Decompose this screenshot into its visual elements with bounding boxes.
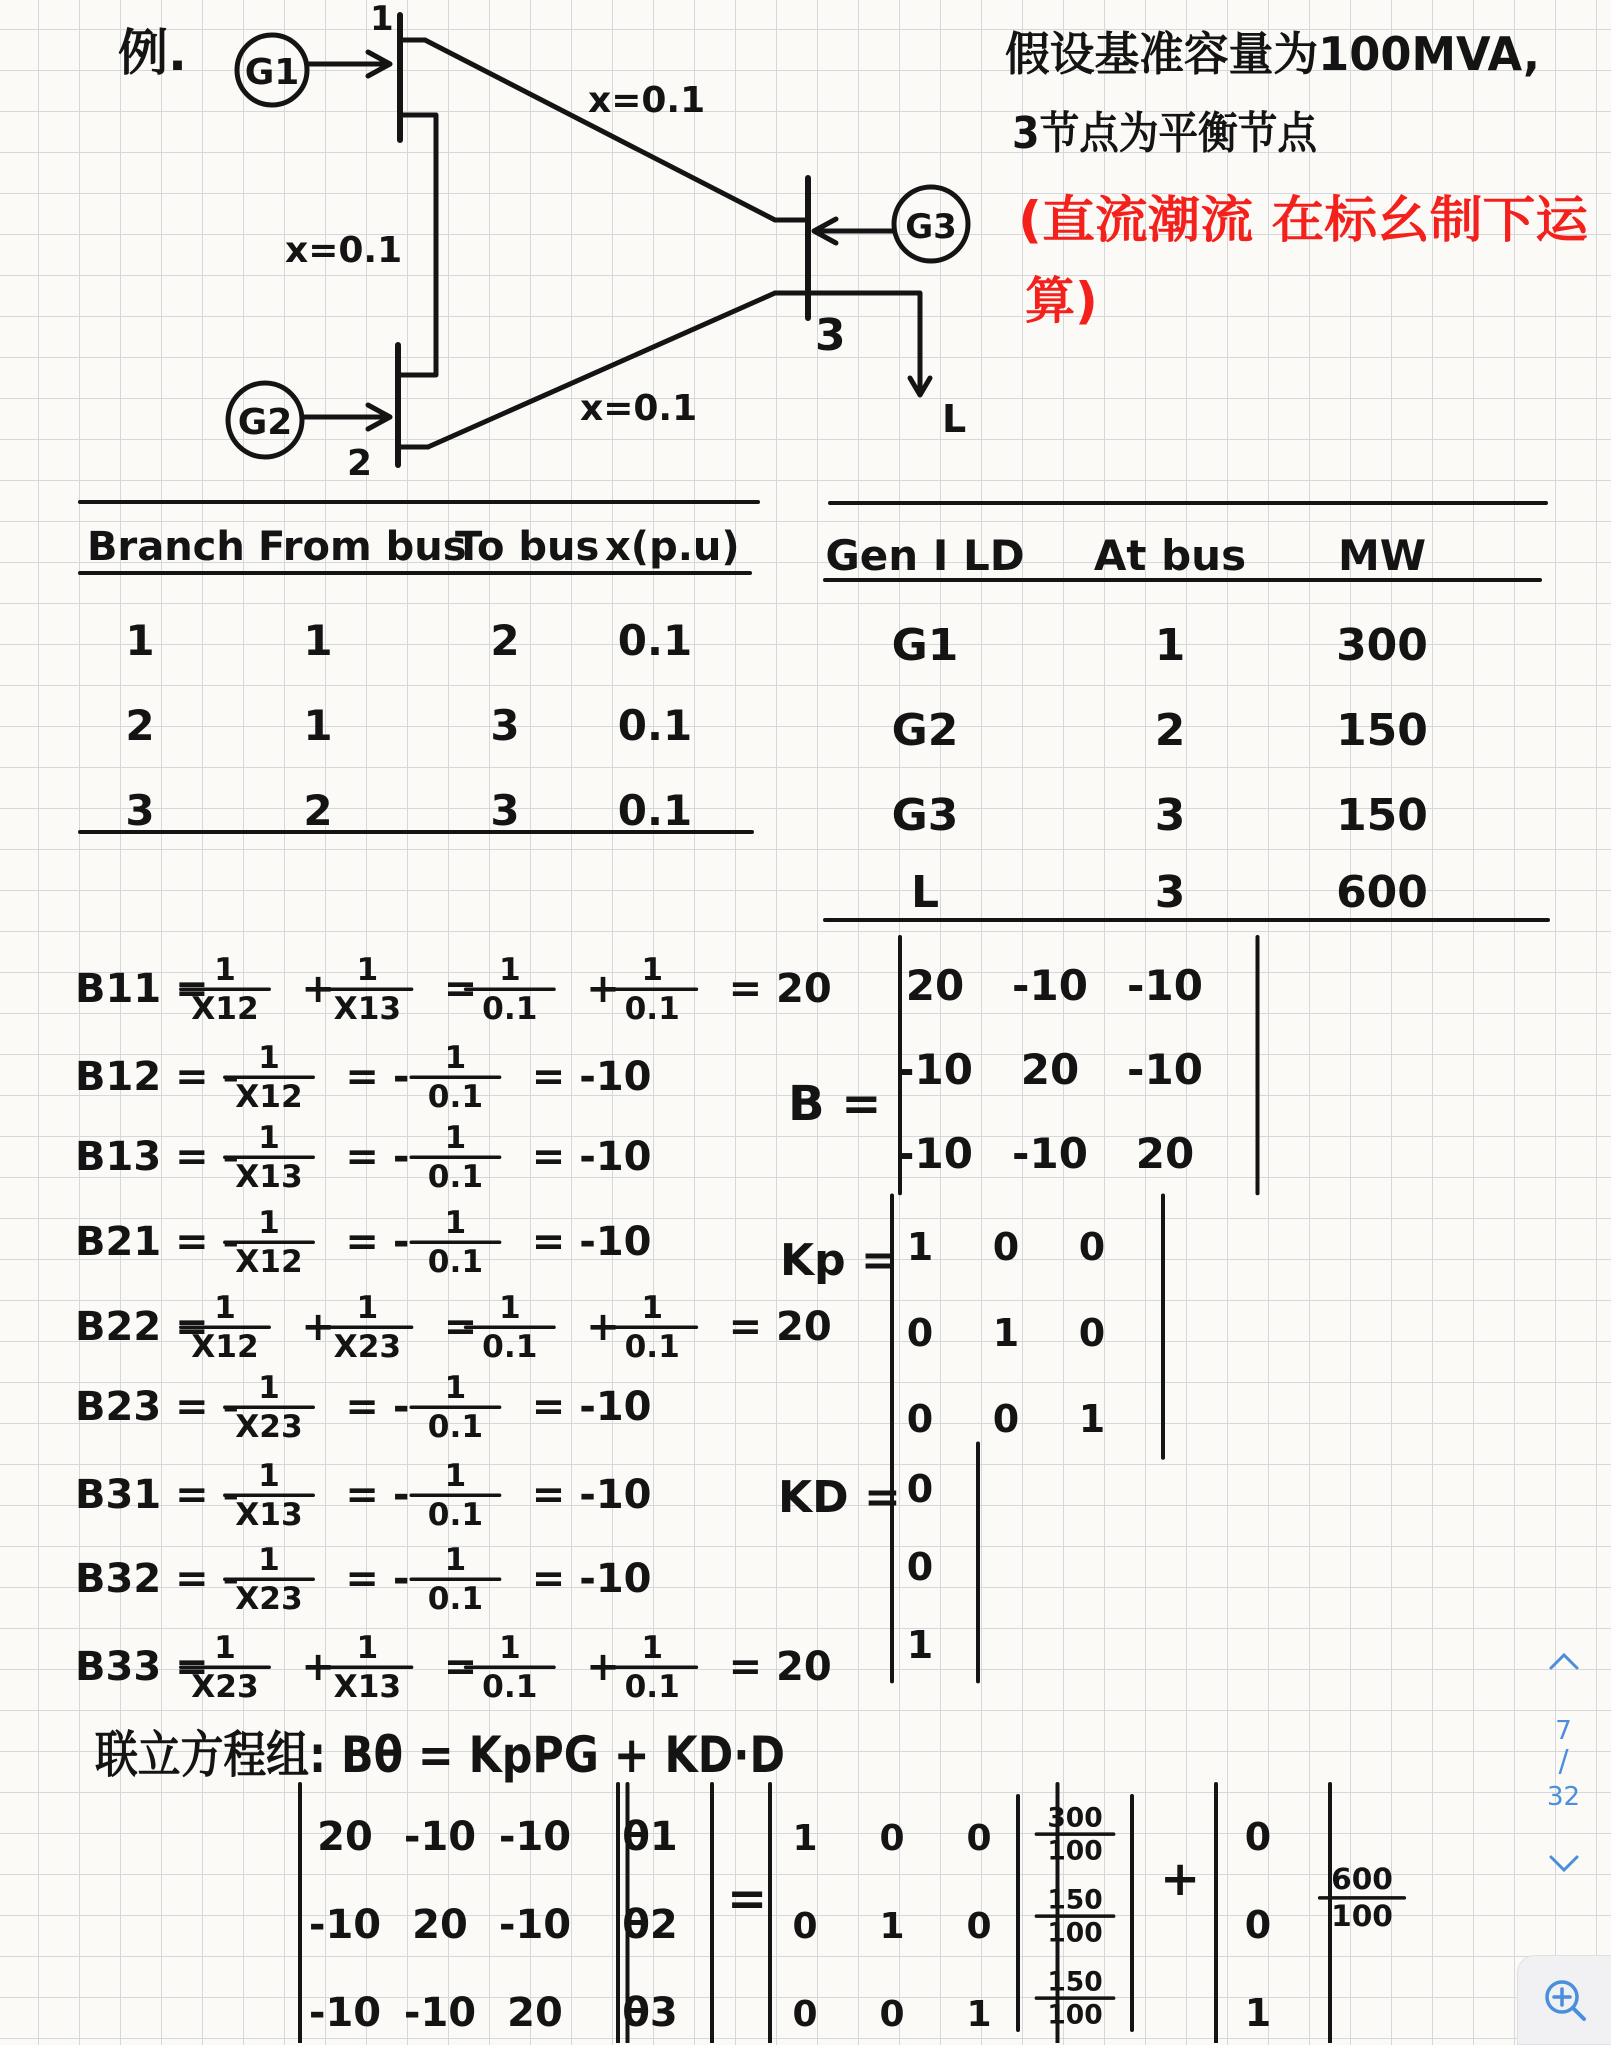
note-dc-flow: (直流潮流 在标幺制下运 (1018, 191, 1590, 249)
b-eq-8-frac-2-numerator: 1 (356, 1630, 379, 1666)
g3-label: G3 (905, 207, 957, 247)
b-eq-3-result: = -10 (531, 1219, 652, 1265)
matrix-kp-r2-c0: 0 (906, 1397, 934, 1441)
chevron-down-icon (1547, 1852, 1581, 1874)
system-kp-r1-c0: 0 (792, 1906, 818, 1947)
matrix-kd-r2-c0: 1 (906, 1623, 934, 1667)
b-eq-6-frac-0-denominator: X13 (235, 1496, 303, 1533)
system-kp-r2-c1: 0 (879, 1994, 905, 2035)
system-plus: + (1160, 1851, 1201, 1907)
b-eq-2-lhs: B13 = - (75, 1134, 240, 1180)
b-eq-5-result: = -10 (531, 1384, 652, 1430)
b-eq-1-frac-0-numerator: 1 (258, 1040, 280, 1076)
generator-table (825, 503, 1548, 920)
x-1-2-label: x=0.1 (285, 230, 403, 271)
gen-cell-r0-c1: 1 (1154, 620, 1186, 671)
system-b-r0-c1: -10 (403, 1814, 477, 1860)
b-eq-7-frac-2-numerator: 1 (444, 1542, 467, 1578)
b-eq-4-frac-6-numerator: 1 (641, 1290, 664, 1326)
system-b-r2-c2: 20 (507, 1990, 563, 2036)
b-eq-0-result: = 20 (728, 966, 832, 1012)
b-eq-3-op-1: = - (345, 1219, 410, 1265)
branch-header-0: Branch (87, 524, 245, 570)
gen-cell-r2-c2: 150 (1336, 790, 1428, 841)
b-eq-6-result: = -10 (531, 1472, 652, 1518)
x-1-3-label: x=0.1 (588, 80, 706, 121)
prev-page-button[interactable] (1516, 1650, 1611, 1676)
b-eq-0-frac-6-denominator: 0.1 (624, 990, 680, 1027)
system-title: 联立方程组: Bθ = KpPG + KD·D (95, 1726, 785, 1784)
b-eq-1-frac-2-denominator: 0.1 (427, 1078, 484, 1115)
system-kd-r2-c0: 1 (1244, 1991, 1272, 2035)
example-label: 例. (118, 24, 187, 82)
b-eq-4-op-3: = (443, 1304, 478, 1350)
system-kp-r0-c0: 1 (792, 1818, 818, 1859)
gen-cell-r0-c2: 300 (1336, 620, 1428, 671)
gen-cell-r3-c0: L (910, 867, 940, 918)
b-eq-0-op-5: + (586, 966, 620, 1012)
x-2-3-label: x=0.1 (580, 388, 698, 429)
gen-cell-r0-c0: G1 (891, 620, 959, 671)
b-eq-2-frac-0-numerator: 1 (258, 1120, 280, 1156)
b-eq-2-frac-2-numerator: 1 (444, 1120, 467, 1156)
matrix-b-r2-c1: -10 (1012, 1129, 1088, 1178)
b-eq-4-frac-2-denominator: X23 (333, 1328, 402, 1365)
matrix-b-r0-c2: -10 (1127, 961, 1203, 1010)
b-eq-0-frac-0-denominator: X12 (191, 990, 259, 1027)
branch-cell-r1-c0: 2 (125, 701, 155, 750)
b-eq-2-frac-2-denominator: 0.1 (427, 1158, 484, 1195)
current-page: 7 (1555, 1716, 1572, 1746)
system-pg-2-numerator: 150 (1047, 1966, 1103, 1998)
b-eq-6-frac-2-numerator: 1 (444, 1458, 467, 1494)
matrix-b-r1-c2: -10 (1127, 1045, 1203, 1094)
b-eq-6-frac-0-numerator: 1 (258, 1458, 280, 1494)
zoom-in-button[interactable] (1517, 1955, 1611, 2045)
branch-cell-r1-c1: 1 (303, 701, 333, 750)
b-eq-0-frac-6-numerator: 1 (641, 952, 664, 988)
system-theta-r2-c0: θ3 (622, 1990, 678, 2036)
system-of-equations (300, 1784, 1404, 2043)
matrix-kd-r0-c0: 0 (906, 1467, 934, 1511)
b-eq-1-result: = -10 (531, 1054, 652, 1100)
matrix-kp-r1-c2: 0 (1078, 1311, 1106, 1355)
branch-cell-r2-c0: 3 (125, 786, 155, 835)
note-dc-flow-cont: 算) (1025, 272, 1098, 330)
b-eq-0-frac-4-denominator: 0.1 (482, 990, 538, 1027)
system-b-r1-c2: -10 (498, 1902, 572, 1948)
branch-cell-r1-c2: 3 (490, 701, 520, 750)
power-system-diagram (118, 0, 968, 484)
b-eq-3-lhs: B21 = - (75, 1219, 240, 1265)
zoom-in-icon (1542, 1977, 1588, 2023)
gen-cell-r1-c1: 2 (1154, 705, 1186, 756)
branch-cell-r0-c0: 1 (125, 616, 155, 665)
branch-header-2: To bus (455, 524, 600, 570)
gen-header-1: At bus (1093, 531, 1247, 580)
assumption-notes (1005, 27, 1589, 330)
bus-1-label: 1 (370, 0, 394, 39)
matrix-b-r0-c0: 20 (905, 961, 965, 1010)
system-pg-2-denominator: 100 (1047, 1999, 1103, 2031)
b-eq-4-frac-4-denominator: 0.1 (482, 1328, 538, 1365)
system-b-r0-c0: 20 (317, 1814, 373, 1860)
chevron-up-icon (1547, 1650, 1581, 1672)
b-eq-5-frac-0-numerator: 1 (258, 1370, 280, 1406)
b-eq-1-lhs: B12 = - (75, 1054, 240, 1100)
branch-cell-r0-c1: 1 (303, 616, 333, 665)
generator-g3 (814, 187, 968, 261)
b-eq-7-frac-2-denominator: 0.1 (427, 1580, 484, 1617)
matrix-kp-r0-c0: 1 (906, 1225, 934, 1269)
b-eq-1-op-1: = - (345, 1054, 410, 1100)
b-eq-4-frac-2-numerator: 1 (356, 1290, 379, 1326)
gen-header-2: MW (1337, 531, 1427, 580)
system-theta-r1-c0: θ2 (622, 1902, 678, 1948)
system-theta-r0-c0: θ1 (622, 1814, 678, 1860)
matrix-kp-r0-c2: 0 (1078, 1225, 1106, 1269)
b-eq-8-op-3: = (443, 1644, 478, 1690)
gen-header-0: Gen I LD (825, 531, 1025, 580)
b-eq-8-frac-0-denominator: X23 (191, 1668, 259, 1705)
b-eq-0-frac-4-numerator: 1 (498, 952, 521, 988)
b-eq-7-op-1: = - (345, 1556, 410, 1602)
branch-cell-r2-c2: 3 (490, 786, 520, 835)
b-eq-5-op-1: = - (345, 1384, 410, 1430)
matrix-kp-r1-c1: 1 (992, 1311, 1020, 1355)
b-element-equations (75, 952, 832, 1705)
system-b-r2-c1: -10 (403, 1990, 477, 2036)
g1-label: G1 (244, 52, 300, 93)
system-pg-1-numerator: 150 (1047, 1884, 1103, 1916)
system-b-r0-c2: -10 (498, 1814, 572, 1860)
bus-3-label: 3 (815, 310, 846, 361)
b-eq-4-result: = 20 (728, 1304, 832, 1350)
system-kp-r0-c2: 0 (966, 1818, 992, 1859)
matrix-b-r1-c1: 20 (1020, 1045, 1080, 1094)
b-eq-8-op-5: + (586, 1644, 620, 1690)
b-eq-4-lhs: B22 = (75, 1304, 209, 1350)
b-eq-8-frac-6-denominator: 0.1 (624, 1668, 680, 1705)
b-eq-4-frac-4-numerator: 1 (498, 1290, 521, 1326)
b-eq-6-op-1: = - (345, 1472, 410, 1518)
b-eq-8-lhs: B33 = (75, 1644, 209, 1690)
matrix-kp-r0-c1: 0 (992, 1225, 1020, 1269)
b-eq-5-lhs: B23 = - (75, 1384, 240, 1430)
b-eq-0-frac-2-denominator: X13 (333, 990, 402, 1027)
matrix-kd-r1-c0: 0 (906, 1545, 934, 1589)
b-eq-3-frac-0-numerator: 1 (258, 1205, 280, 1241)
branch-cell-r1-c3: 0.1 (617, 701, 693, 750)
branch-cell-r2-c1: 2 (303, 786, 333, 835)
system-equals: = (727, 1871, 768, 1927)
note-base-capacity: 假设基准容量为100MVA, (1005, 27, 1540, 81)
b-eq-5-frac-2-numerator: 1 (444, 1370, 467, 1406)
matrix-kp-r2-c1: 0 (992, 1397, 1020, 1441)
matrix-kp-label: Kp = (780, 1235, 898, 1286)
b-eq-7-frac-0-numerator: 1 (258, 1542, 280, 1578)
branch-cell-r2-c3: 0.1 (617, 786, 693, 835)
b-eq-0-lhs: B11 = (75, 966, 209, 1012)
matrix-b (788, 937, 1258, 1193)
gen-cell-r2-c0: G3 (891, 790, 959, 841)
b-eq-1-frac-2-numerator: 1 (444, 1040, 467, 1076)
system-kp-r0-c1: 0 (879, 1818, 905, 1859)
system-kp-r2-c2: 1 (966, 1994, 992, 2035)
branch-header-1: From bus (258, 524, 467, 570)
b-eq-4-frac-0-numerator: 1 (214, 1290, 236, 1326)
b-eq-0-op-1: + (301, 966, 335, 1012)
matrix-b-label: B = (788, 1076, 882, 1132)
bus-2-label: 2 (347, 443, 373, 484)
b-eq-3-frac-2-denominator: 0.1 (427, 1243, 484, 1280)
total-pages: 32 (1546, 1782, 1581, 1812)
gen-cell-r1-c2: 150 (1336, 705, 1428, 756)
gen-cell-r2-c1: 3 (1154, 790, 1186, 841)
system-pg-0-numerator: 300 (1047, 1802, 1103, 1834)
matrix-b-r0-c1: -10 (1012, 961, 1088, 1010)
b-eq-7-frac-0-denominator: X23 (235, 1580, 303, 1617)
b-eq-2-result: = -10 (531, 1134, 652, 1180)
line-1-3 (425, 40, 775, 220)
branch-table (80, 502, 758, 835)
page-navigator (1516, 1640, 1611, 1900)
matrix-kp-r2-c2: 1 (1078, 1397, 1106, 1441)
b-eq-4-op-1: + (301, 1304, 335, 1350)
b-eq-0-frac-0-numerator: 1 (214, 952, 236, 988)
b-eq-4-op-5: + (586, 1304, 620, 1350)
b-eq-5-frac-0-denominator: X23 (235, 1408, 303, 1445)
note-slack-bus: 3节点为平衡节点 (1012, 108, 1318, 159)
system-kd-r0-c0: 0 (1244, 1815, 1272, 1859)
b-eq-8-op-1: + (301, 1644, 335, 1690)
system-kp-r2-c0: 0 (792, 1994, 818, 2035)
b-eq-8-frac-2-denominator: X13 (333, 1668, 402, 1705)
system-b-r1-c1: 20 (412, 1902, 468, 1948)
b-eq-4-frac-0-denominator: X12 (191, 1328, 259, 1365)
b-eq-8-frac-0-numerator: 1 (214, 1630, 236, 1666)
matrix-kp-r1-c0: 0 (906, 1311, 934, 1355)
page-separator: / (1558, 1744, 1569, 1779)
next-page-button[interactable] (1516, 1852, 1611, 1878)
b-eq-1-frac-0-denominator: X12 (235, 1078, 303, 1115)
branch-cell-r0-c2: 2 (490, 616, 520, 665)
b-eq-5-frac-2-denominator: 0.1 (427, 1408, 484, 1445)
b-eq-3-frac-0-denominator: X12 (235, 1243, 303, 1280)
system-pg-0-denominator: 100 (1047, 1835, 1103, 1867)
matrix-b-r2-c2: 20 (1135, 1129, 1195, 1178)
generator-g1 (237, 35, 390, 105)
branch-cell-r0-c3: 0.1 (617, 616, 693, 665)
system-d-numerator: 600 (1331, 1861, 1393, 1897)
matrix-kd-label: KD = (778, 1472, 901, 1523)
b-eq-8-frac-4-denominator: 0.1 (482, 1668, 538, 1705)
b-eq-0-op-3: = (443, 966, 478, 1012)
branch-header-3: x(p.u) (605, 524, 740, 570)
b-eq-8-frac-4-numerator: 1 (498, 1630, 521, 1666)
b-eq-8-result: = 20 (728, 1644, 832, 1690)
b-eq-6-frac-2-denominator: 0.1 (427, 1496, 484, 1533)
b-eq-7-result: = -10 (531, 1556, 652, 1602)
matrix-b-r1-c0: -10 (897, 1045, 973, 1094)
system-kp-r1-c2: 0 (966, 1906, 992, 1947)
b-eq-3-frac-2-numerator: 1 (444, 1205, 467, 1241)
g2-label: G2 (237, 402, 293, 443)
gen-cell-r3-c1: 3 (1154, 867, 1186, 918)
system-kp-r1-c1: 1 (879, 1906, 905, 1947)
b-eq-8-frac-6-numerator: 1 (641, 1630, 664, 1666)
system-b-r1-c0: -10 (308, 1902, 382, 1948)
b-eq-6-lhs: B31 = - (75, 1472, 240, 1518)
b-eq-0-frac-2-numerator: 1 (356, 952, 379, 988)
system-b-r2-c0: -10 (308, 1990, 382, 2036)
system-d-denominator: 100 (1331, 1897, 1393, 1933)
system-kd-r1-c0: 0 (1244, 1903, 1272, 1947)
matrix-kp (780, 1196, 1163, 1458)
matrix-b-r2-c0: -10 (897, 1129, 973, 1178)
b-eq-4-frac-6-denominator: 0.1 (624, 1328, 680, 1365)
b-eq-7-lhs: B32 = - (75, 1556, 240, 1602)
system-pg-1-denominator: 100 (1047, 1917, 1103, 1949)
load-label: L (942, 397, 967, 441)
b-eq-2-frac-0-denominator: X13 (235, 1158, 303, 1195)
gen-cell-r3-c2: 600 (1336, 867, 1428, 918)
gen-cell-r1-c0: G2 (891, 705, 959, 756)
b-eq-2-op-1: = - (345, 1134, 410, 1180)
